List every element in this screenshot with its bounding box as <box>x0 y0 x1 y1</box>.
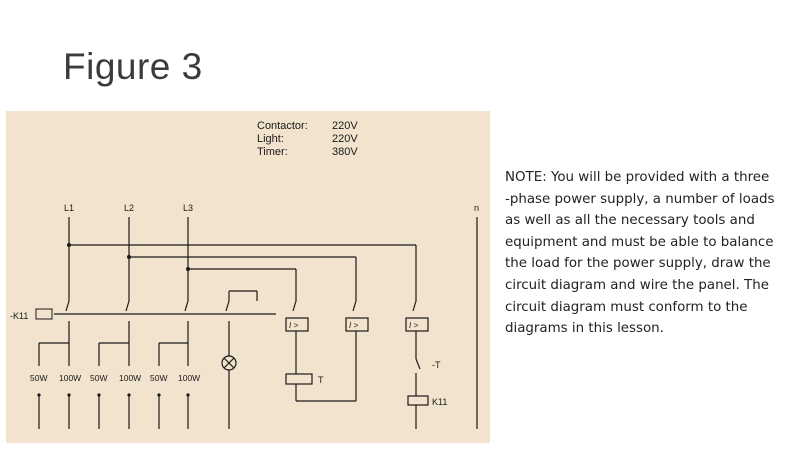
legend-label-1: Contactor: <box>257 120 308 132</box>
load-label-4: 100W <box>119 373 142 383</box>
legend-label-3: Timer: <box>257 146 288 158</box>
phase-label-l3: L3 <box>183 203 194 213</box>
load-label-6: 100W <box>178 373 201 383</box>
k11-coil-label: K11 <box>432 397 448 407</box>
timer-coil-label: T <box>318 375 324 385</box>
breaker-symbol-1: I > <box>289 321 299 330</box>
load-label-3: 50W <box>90 373 108 383</box>
contactor-label: -K11 <box>10 311 29 321</box>
load-label-1: 50W <box>30 373 48 383</box>
legend-label-2: Light: <box>257 133 284 145</box>
legend-value-1: 220V <box>332 120 358 132</box>
note-text <box>505 167 800 340</box>
timer-contact-label: -T <box>432 360 441 370</box>
contactor-coil-icon <box>36 309 52 319</box>
legend-value-3: 380V <box>332 146 358 158</box>
phase-label-l1: L1 <box>64 203 75 213</box>
note-line: diagrams in this lesson. <box>505 321 664 337</box>
circuit-diagram <box>6 111 490 443</box>
circuit-diagram-svg <box>6 111 490 443</box>
note-line: equipment and must be able to balance <box>505 234 774 250</box>
phase-label-l2: L2 <box>124 203 135 213</box>
note-line: circuit diagram must conform to the <box>505 299 748 315</box>
breaker-symbol-2: I > <box>349 321 359 330</box>
load-label-2: 100W <box>59 373 82 383</box>
neutral-label: n <box>474 203 480 213</box>
note-line: NOTE: You will be provided with a three <box>505 170 770 185</box>
slide-title: Figure 3 <box>63 46 203 87</box>
load-label-5: 50W <box>150 373 168 383</box>
legend-value-2: 220V <box>332 133 358 145</box>
note-line: the load for the power supply, draw the <box>505 256 771 272</box>
note-line: -phase power supply, a number of loads <box>505 191 775 207</box>
note-line: as well as all the necessary tools and <box>505 213 755 229</box>
breaker-symbol-3: I > <box>409 321 419 330</box>
note-line: circuit diagram and wire the panel. The <box>505 277 769 293</box>
